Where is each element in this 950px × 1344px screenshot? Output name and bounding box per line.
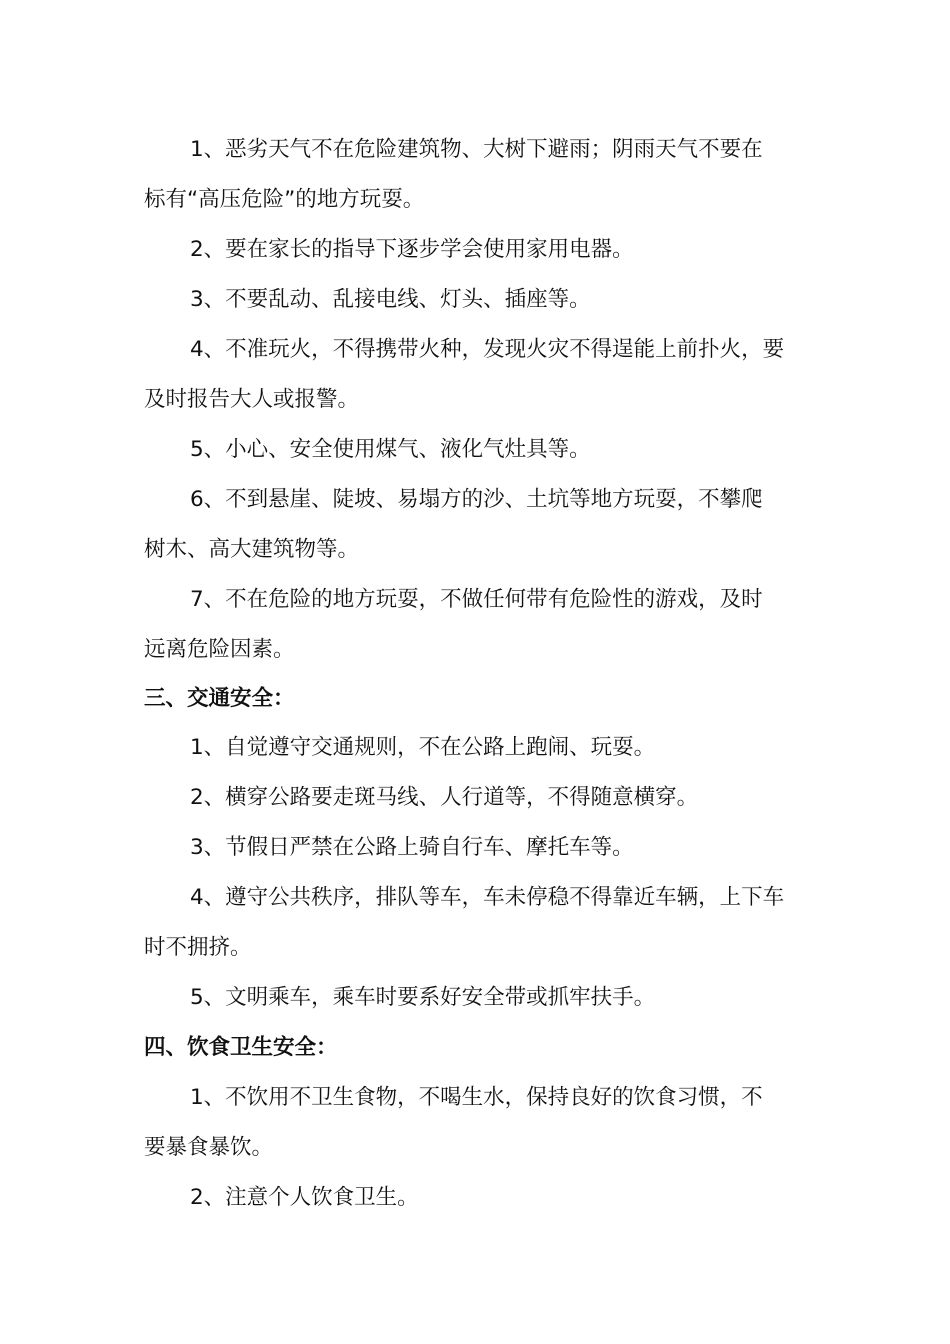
section-heading-traffic: 三、交通安全： — [144, 686, 295, 711]
text-line: 6、不到悬崖、陡坡、易塌方的沙、土坑等地方玩耍，不攀爬 — [190, 487, 763, 512]
text-line: 1、不饮用不卫生食物，不喝生水，保持良好的饮食习惯，不 — [190, 1085, 763, 1110]
text-line: 远离危险因素。 — [144, 637, 295, 662]
text-line: 2、横穿公路要走斑马线、人行道等，不得随意横穿。 — [190, 785, 699, 810]
text-line: 及时报告大人或报警。 — [144, 387, 360, 412]
section-heading-food-safety: 四、饮食卫生安全： — [144, 1035, 338, 1060]
text-line: 1、恶劣天气不在危险建筑物、大树下避雨；阴雨天气不要在 — [190, 137, 763, 162]
text-line: 1、自觉遵守交通规则，不在公路上跑闹、玩耍。 — [190, 735, 656, 760]
text-line: 4、遵守公共秩序，排队等车，车未停稳不得靠近车辆，上下车 — [190, 885, 785, 910]
text-line: 时不拥挤。 — [144, 935, 252, 960]
text-line: 树木、高大建筑物等。 — [144, 537, 360, 562]
text-line: 7、不在危险的地方玩耍，不做任何带有危险性的游戏，及时 — [190, 587, 763, 612]
text-line: 4、不准玩火，不得携带火种，发现火灾不得逞能上前扑火，要 — [190, 337, 785, 362]
text-line: 3、不要乱动、乱接电线、灯头、插座等。 — [190, 287, 591, 312]
text-line: 5、小心、安全使用煤气、液化气灶具等。 — [190, 437, 591, 462]
text-line: 3、节假日严禁在公路上骑自行车、摩托车等。 — [190, 835, 634, 860]
text-line: 标有“高压危险”的地方玩耍。 — [144, 187, 425, 212]
text-line: 5、文明乘车，乘车时要系好安全带或抓牢扶手。 — [190, 985, 656, 1010]
text-line: 2、注意个人饮食卫生。 — [190, 1185, 419, 1210]
text-line: 2、要在家长的指导下逐步学会使用家用电器。 — [190, 237, 634, 262]
text-line: 要暴食暴饮。 — [144, 1135, 274, 1160]
